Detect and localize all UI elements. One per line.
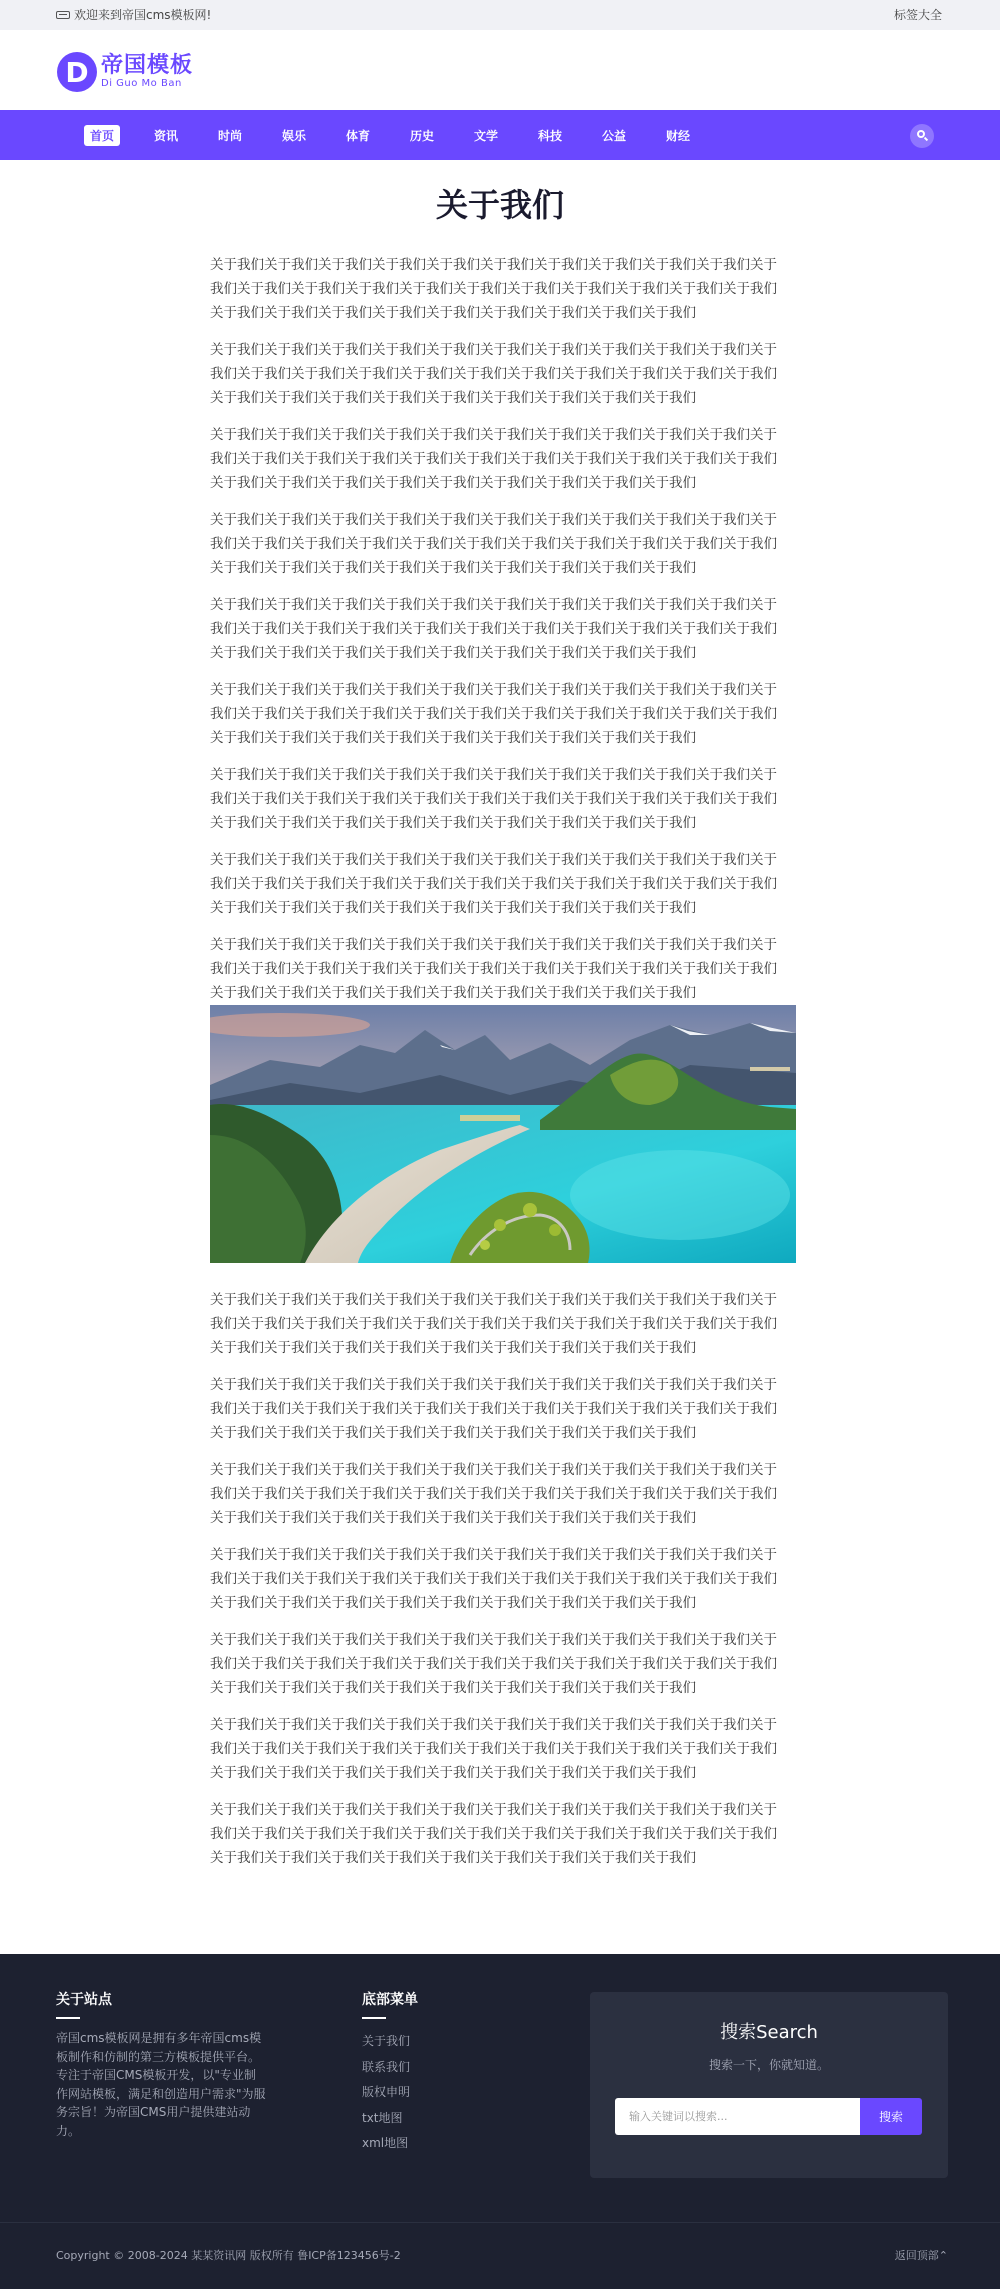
nav-item-home[interactable]: 首页 xyxy=(70,125,134,146)
footer-search-button[interactable]: 搜索 xyxy=(860,2098,922,2135)
footer-link-contact[interactable]: 联系我们 xyxy=(362,2059,411,2074)
heading-underline xyxy=(362,2017,386,2019)
article-paragraph: 关于我们关于我们关于我们关于我们关于我们关于我们关于我们关于我们关于我们关于我们关于我们关于我们关于我们关于我们关于我们关于我们关于我们关于我们关于我们关于我们关于我们关于我们关于我们关于我们关于我们关于我们关于我们关于我们关于我们关于我们 xyxy=(210,257,777,321)
footer-link-copyright[interactable]: 版权申明 xyxy=(362,2085,411,2099)
footer-search-title: 搜索Search xyxy=(720,2022,818,2043)
nav-item-history[interactable]: 历史 xyxy=(409,128,434,143)
main-nav xyxy=(0,110,1000,160)
article-paragraph: 关于我们关于我们关于我们关于我们关于我们关于我们关于我们关于我们关于我们关于我们关于我们关于我们关于我们关于我们关于我们关于我们关于我们关于我们关于我们关于我们关于我们关于我们关于我们关于我们关于我们关于我们关于我们关于我们关于我们关于我们 xyxy=(210,1632,777,1696)
keyboard-icon xyxy=(56,11,70,19)
footer-link-txt-map[interactable]: txt地图 xyxy=(362,2110,403,2125)
site-logo[interactable] xyxy=(57,52,193,92)
site-footer xyxy=(0,1954,1000,2289)
article-paragraph: 关于我们关于我们关于我们关于我们关于我们关于我们关于我们关于我们关于我们关于我们关于我们关于我们关于我们关于我们关于我们关于我们关于我们关于我们关于我们关于我们关于我们关于我们关于我们关于我们关于我们关于我们关于我们关于我们关于我们关于我们 xyxy=(210,1377,777,1441)
footer-link-about[interactable]: 关于我们 xyxy=(362,2034,411,2048)
footer-link-xml-map[interactable]: xml地图 xyxy=(362,2136,409,2150)
footer-menu xyxy=(362,1990,522,2157)
logo-mark: D xyxy=(57,52,97,92)
article-image-landscape xyxy=(210,1005,796,1263)
article-paragraph: 关于我们关于我们关于我们关于我们关于我们关于我们关于我们关于我们关于我们关于我们关于我们关于我们关于我们关于我们关于我们关于我们关于我们关于我们关于我们关于我们关于我们关于我们关于我们关于我们关于我们关于我们关于我们关于我们关于我们关于我们 xyxy=(210,682,777,746)
footer-about xyxy=(56,1990,266,2140)
footer-divider xyxy=(0,2222,1000,2223)
footer-copyright: Copyright © 2008-2024 某某资讯网 版权所有 鲁ICP备123456号-2 xyxy=(56,2249,401,2262)
site-header xyxy=(0,30,1000,110)
nav-search-button[interactable] xyxy=(910,124,934,148)
article-paragraph: 关于我们关于我们关于我们关于我们关于我们关于我们关于我们关于我们关于我们关于我们关于我们关于我们关于我们关于我们关于我们关于我们关于我们关于我们关于我们关于我们关于我们关于我们关于我们关于我们关于我们关于我们关于我们关于我们关于我们关于我们 xyxy=(210,512,777,576)
footer-search-panel xyxy=(590,1992,948,2178)
footer-menu-title: 底部菜单 xyxy=(362,1992,418,2008)
top-bar xyxy=(0,0,1000,30)
article-paragraph: 关于我们关于我们关于我们关于我们关于我们关于我们关于我们关于我们关于我们关于我们关于我们关于我们关于我们关于我们关于我们关于我们关于我们关于我们关于我们关于我们关于我们关于我们关于我们关于我们关于我们关于我们关于我们关于我们关于我们关于我们 xyxy=(210,852,777,916)
article-body xyxy=(210,253,790,1883)
footer-about-title: 关于站点 xyxy=(56,1992,112,2008)
article-paragraph: 关于我们关于我们关于我们关于我们关于我们关于我们关于我们关于我们关于我们关于我们关于我们关于我们关于我们关于我们关于我们关于我们关于我们关于我们关于我们关于我们关于我们关于我们关于我们关于我们关于我们关于我们关于我们关于我们关于我们关于我们 xyxy=(210,1802,777,1866)
footer-about-desc: 帝国cms模板网是拥有多年帝国cms模板制作和仿制的第三方模板提供平台。专注于帝国CMS模板开发，以"专业制作网站模板，满足和创造用户需求"为服务宗旨！为帝国CMS用户提供建站动力。 xyxy=(56,2031,266,2138)
article-paragraph: 关于我们关于我们关于我们关于我们关于我们关于我们关于我们关于我们关于我们关于我们关于我们关于我们关于我们关于我们关于我们关于我们关于我们关于我们关于我们关于我们关于我们关于我们关于我们关于我们关于我们关于我们关于我们关于我们关于我们关于我们 xyxy=(210,342,777,406)
nav-item-news[interactable]: 资讯 xyxy=(153,128,178,143)
nav-item-literature[interactable]: 文学 xyxy=(473,128,498,143)
article-paragraph: 关于我们关于我们关于我们关于我们关于我们关于我们关于我们关于我们关于我们关于我们关于我们关于我们关于我们关于我们关于我们关于我们关于我们关于我们关于我们关于我们关于我们关于我们关于我们关于我们关于我们关于我们关于我们关于我们关于我们关于我们 xyxy=(210,427,777,491)
article-paragraph: 关于我们关于我们关于我们关于我们关于我们关于我们关于我们关于我们关于我们关于我们关于我们关于我们关于我们关于我们关于我们关于我们关于我们关于我们关于我们关于我们关于我们关于我们关于我们关于我们关于我们关于我们关于我们关于我们关于我们关于我们 xyxy=(210,1547,777,1611)
footer-search-input[interactable] xyxy=(615,2098,860,2135)
heading-underline xyxy=(56,2017,80,2019)
welcome-message xyxy=(56,0,211,30)
nav-item-entertainment[interactable]: 娱乐 xyxy=(281,128,306,143)
article-paragraph: 关于我们关于我们关于我们关于我们关于我们关于我们关于我们关于我们关于我们关于我们关于我们关于我们关于我们关于我们关于我们关于我们关于我们关于我们关于我们关于我们关于我们关于我们关于我们关于我们关于我们关于我们关于我们关于我们关于我们关于我们 xyxy=(210,767,777,831)
nav-item-tech[interactable]: 科技 xyxy=(537,128,562,143)
footer-search-form xyxy=(615,2098,922,2135)
nav-item-fashion[interactable]: 时尚 xyxy=(217,128,242,143)
article-paragraph: 关于我们关于我们关于我们关于我们关于我们关于我们关于我们关于我们关于我们关于我们关于我们关于我们关于我们关于我们关于我们关于我们关于我们关于我们关于我们关于我们关于我们关于我们关于我们关于我们关于我们关于我们关于我们关于我们关于我们关于我们 xyxy=(210,1292,777,1356)
tags-link[interactable]: 标签大全 xyxy=(893,8,942,22)
footer-search-subtitle: 搜索一下，你就知道。 xyxy=(708,2058,829,2072)
logo-pinyin: Di Guo Mo Ban xyxy=(101,78,182,89)
page-title: 关于我们 xyxy=(435,186,564,224)
nav-item-sports[interactable]: 体育 xyxy=(345,128,370,143)
chevron-up-icon: ⌃ xyxy=(938,2249,948,2262)
article-paragraph: 关于我们关于我们关于我们关于我们关于我们关于我们关于我们关于我们关于我们关于我们关于我们关于我们关于我们关于我们关于我们关于我们关于我们关于我们关于我们关于我们关于我们关于我们关于我们关于我们关于我们关于我们关于我们关于我们关于我们关于我们 xyxy=(210,1717,777,1781)
article-paragraph: 关于我们关于我们关于我们关于我们关于我们关于我们关于我们关于我们关于我们关于我们关于我们关于我们关于我们关于我们关于我们关于我们关于我们关于我们关于我们关于我们关于我们关于我们关于我们关于我们关于我们关于我们关于我们关于我们关于我们关于我们 xyxy=(210,937,777,1001)
article-paragraph: 关于我们关于我们关于我们关于我们关于我们关于我们关于我们关于我们关于我们关于我们关于我们关于我们关于我们关于我们关于我们关于我们关于我们关于我们关于我们关于我们关于我们关于我们关于我们关于我们关于我们关于我们关于我们关于我们关于我们关于我们 xyxy=(210,1462,777,1526)
logo-name: 帝国模板 xyxy=(101,53,194,78)
welcome-text: 欢迎来到帝国cms模板网! xyxy=(74,8,212,22)
back-to-top-link[interactable]: 返回顶部⌃ xyxy=(894,2249,948,2262)
article-paragraph: 关于我们关于我们关于我们关于我们关于我们关于我们关于我们关于我们关于我们关于我们关于我们关于我们关于我们关于我们关于我们关于我们关于我们关于我们关于我们关于我们关于我们关于我们关于我们关于我们关于我们关于我们关于我们关于我们关于我们关于我们 xyxy=(210,597,777,661)
nav-item-finance[interactable]: 财经 xyxy=(665,128,690,143)
nav-item-charity[interactable]: 公益 xyxy=(601,128,626,143)
